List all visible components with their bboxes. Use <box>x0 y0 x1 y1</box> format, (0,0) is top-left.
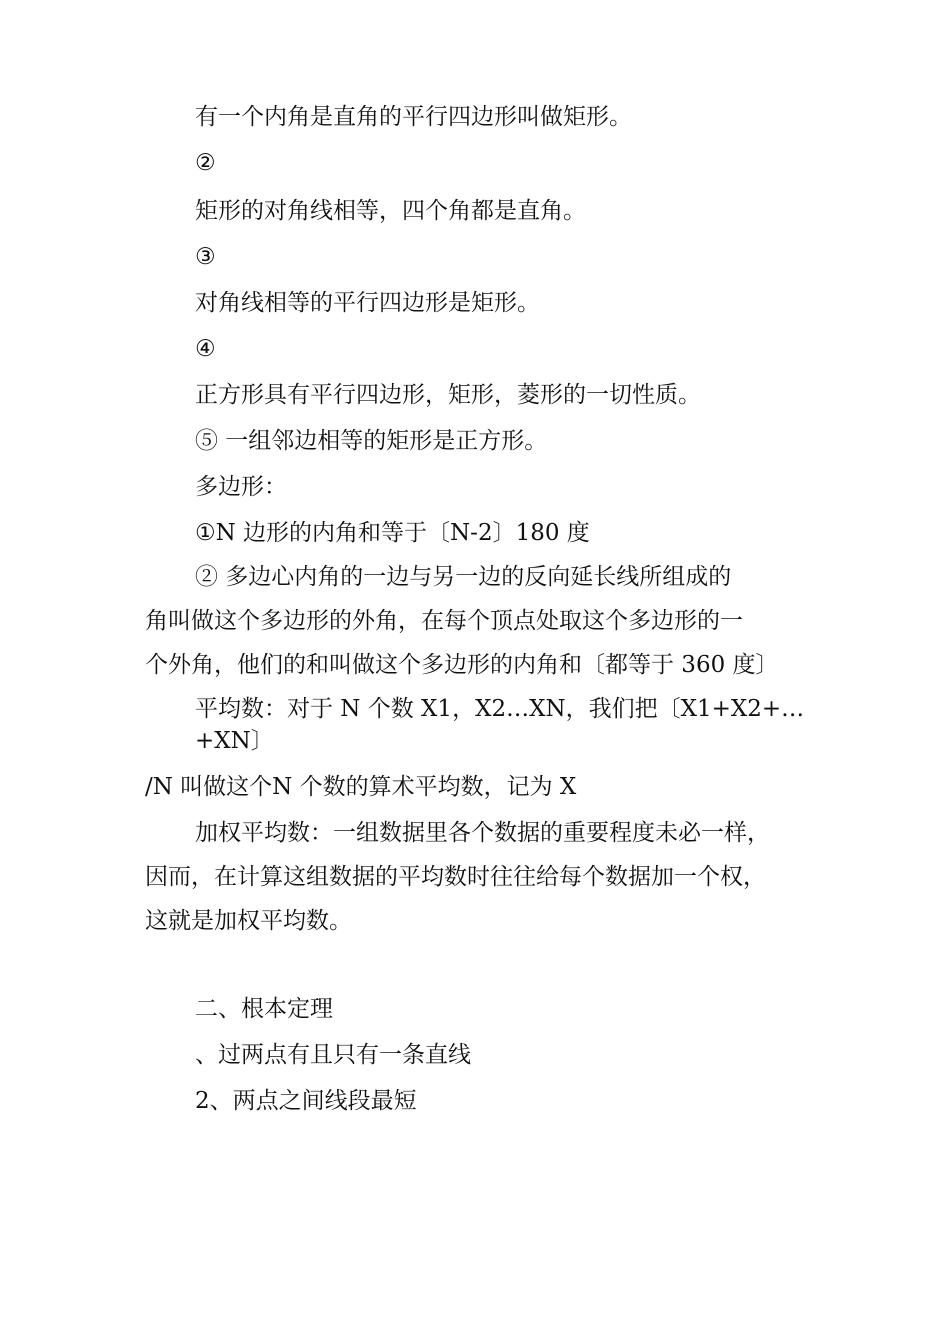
rectangle-definition-line: 有一个内角是直角的平行四边形叫做矩形。 <box>195 104 632 130</box>
theorem-line-1: 、过两点有且只有一条直线 <box>195 1042 471 1068</box>
basic-theorems-heading: 二、根本定理 <box>195 996 333 1022</box>
mean-definition-line-3: /N 叫做这个N 个数的算术平均数，记为 X <box>145 774 577 800</box>
weighted-mean-line-1: 加权平均数：一组数据里各个数据的重要程度未必一样， <box>195 820 770 846</box>
square-criterion-line: ⑤ 一组邻边相等的矩形是正方形。 <box>195 428 548 454</box>
rectangle-property-line: 矩形的对角线相等，四个角都是直角。 <box>195 198 586 224</box>
mean-definition-line-2: +XN〕 <box>195 728 274 754</box>
polygon-heading: 多边形： <box>195 474 287 500</box>
weighted-mean-line-3: 这就是加权平均数。 <box>145 908 352 934</box>
exterior-angle-line-1: ② 多边心内角的一边与另一边的反向延长线所组成的 <box>195 564 732 590</box>
item-marker-2: ② <box>195 150 216 176</box>
rectangle-criterion-line: 对角线相等的平行四边形是矩形。 <box>195 290 540 316</box>
weighted-mean-line-2: 因而，在计算这组数据的平均数时往往给每个数据加一个权， <box>145 864 766 890</box>
exterior-angle-line-2: 角叫做这个多边形的外角，在每个顶点处取这个多边形的一 <box>145 608 743 634</box>
item-marker-4: ④ <box>195 336 216 362</box>
polygon-angle-sum-line: ①N 边形的内角和等于〔N-2〕180 度 <box>195 520 590 546</box>
mean-definition-line-1: 平均数：对于 N 个数 X1，X2…XN，我们把〔X1+X2+… <box>195 696 805 722</box>
square-property-line: 正方形具有平行四边形，矩形，菱形的一切性质。 <box>195 382 701 408</box>
item-marker-3: ③ <box>195 244 216 270</box>
exterior-angle-line-3: 个外角，他们的和叫做这个多边形的内角和〔都等于 360 度〕 <box>145 652 779 678</box>
theorem-line-2: 2、两点之间线段最短 <box>195 1088 417 1114</box>
